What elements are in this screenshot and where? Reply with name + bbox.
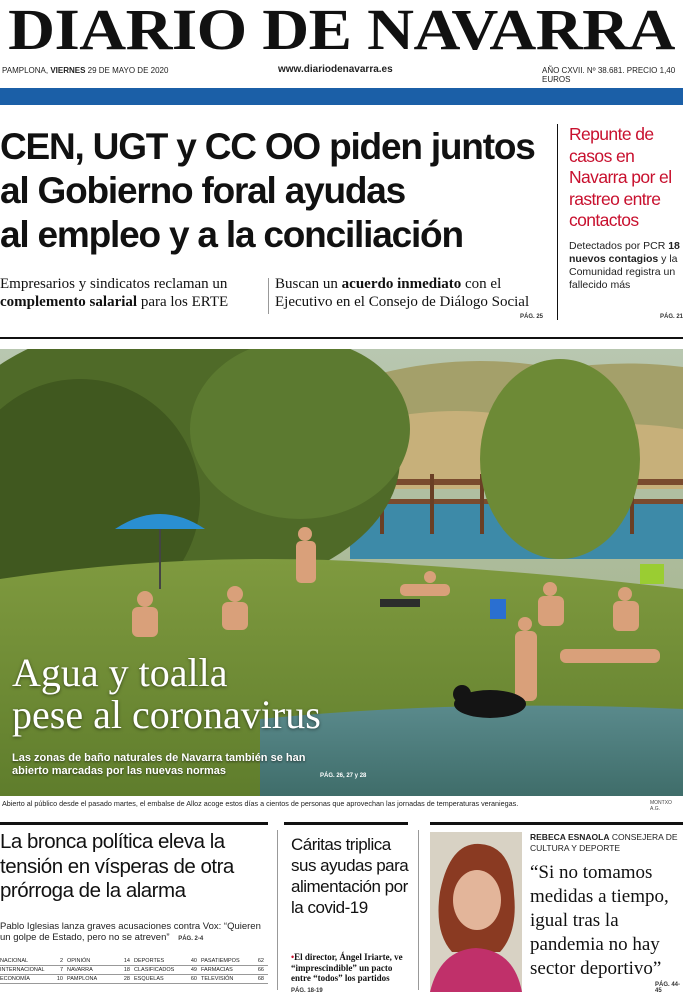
bullet-icon: • — [291, 952, 295, 962]
index-entry[interactable]: TELEVISIÓN 68 — [201, 976, 264, 982]
index-row — [0, 957, 268, 966]
index-row — [0, 966, 268, 975]
politics-page-ref[interactable]: PÁG. 2-4 — [178, 936, 204, 942]
deck-divider — [268, 278, 269, 314]
sports-quote[interactable]: “Si no tomamos medidas a tiempo, igual tras la pandemia no hay sector deportivo” — [530, 862, 669, 979]
story-rule — [0, 822, 268, 825]
sports-role: CONSEJERA DE CULTURA Y DEPORTE — [530, 832, 678, 853]
lead-headline-line: al empleo y a la conciliación — [0, 214, 463, 255]
section-rule — [0, 337, 683, 339]
sidebar-text: Detectados por PCR — [569, 240, 669, 252]
politics-sub-text: Pablo Iglesias lanza graves acusaciones contra Vox: “Quieren un golpe de Estado, pero no se atreven” — [0, 921, 261, 943]
sports-page-ref[interactable]: PÁG. 44-45 — [655, 982, 681, 994]
politics-headline[interactable]: La bronca política eleva la tensión en vísperas de otra prórroga de la alarma — [0, 830, 234, 902]
photo-page-ref[interactable]: PÁG. 26, 27 y 28 — [320, 773, 367, 779]
caritas-page-ref[interactable]: PÁG. 18-19 — [291, 987, 323, 994]
lead-headline[interactable] — [0, 125, 550, 257]
deck-bold: acuerdo inmediato — [341, 276, 462, 292]
sports-name: REBECA ESNAOLA — [530, 832, 610, 842]
masthead-title: DIARIO DE NAVARRA — [8, 0, 675, 62]
sidebar-body — [569, 240, 681, 292]
issue-info: AÑO CXVII. Nº 38.681. PRECIO 1,40 EUROS — [542, 66, 676, 84]
photo-subtitle: Las zonas de baño naturales de Navarra también se han abierto marcadas por las nuevas normas — [12, 752, 306, 777]
index-entry[interactable]: ESQUELAS 60 — [134, 976, 197, 982]
sidebar-headline[interactable]: Repunte de casos en Navarra por el rastreo entre contactos — [569, 124, 672, 230]
photo-headline[interactable] — [12, 652, 512, 736]
deck-text: Empresarios y sindicatos reclaman un — [0, 276, 228, 292]
index-entry[interactable]: OPINIÓN 14 — [67, 958, 130, 964]
photo-headline-line: Agua y toalla — [12, 650, 228, 695]
index-entry[interactable]: PASATIEMPOS 62 — [201, 958, 264, 964]
politics-sub — [0, 921, 268, 945]
sidebar-bold: 18 nuevos contagios — [569, 240, 680, 265]
dateline-day: 29 DE MAYO DE 2020 — [85, 66, 169, 75]
sidebar-page-ref[interactable]: PÁG. 21 — [660, 314, 683, 320]
lead-headline-line: al Gobierno foral ayudas — [0, 170, 406, 211]
lead-deck-right — [275, 275, 543, 311]
sidebar-divider — [557, 124, 558, 320]
dateline-date — [2, 66, 168, 75]
deck-text: con el Ejecutivo en el Consejo de Diálogo Social — [275, 276, 530, 310]
story-rule — [284, 822, 408, 825]
column-divider — [418, 830, 419, 990]
index-entry[interactable]: NACIONAL 2 — [0, 958, 63, 964]
portrait-illustration — [430, 832, 522, 992]
sidebar-text: y la Comunidad registra un fallecido más — [569, 253, 678, 291]
caritas-sub-text: El director, Ángel Iriarte, ve “imprescindible” un pacto entre “todos” los partidos — [291, 952, 403, 983]
dateline-city: PAMPLONA, — [2, 66, 51, 75]
index-entry[interactable]: INTERNACIONAL 7 — [0, 967, 63, 973]
deck-text: Buscan un — [275, 276, 342, 292]
story-rule — [430, 822, 683, 825]
masthead-blue-rule — [0, 88, 683, 105]
portrait-photo[interactable] — [430, 832, 522, 992]
deck-text: para los ERTE — [137, 294, 229, 310]
index-entry[interactable]: CLASIFICADOS 49 — [134, 967, 197, 973]
lead-deck-left — [0, 275, 268, 311]
photo-credit: MONTXO A.G. — [650, 800, 672, 812]
dateline-weekday: VIERNES — [50, 66, 86, 75]
index-entry[interactable]: ECONOMÍA 10 — [0, 976, 63, 982]
index-entry[interactable]: PAMPLONA 28 — [67, 976, 130, 982]
lead-page-ref[interactable]: PÁG. 25 — [520, 314, 544, 320]
index-row — [0, 975, 268, 984]
photo-headline-line: pese al coronavirus — [12, 692, 321, 737]
column-divider — [277, 830, 278, 990]
photo-caption: Abierto al público desde el pasado martes, el embalse de Alloz acoge estos días a cientos de personas que aprovechan las jornadas de temperaturas veraniegas. — [2, 799, 519, 808]
website-link[interactable]: www.diariodenavarra.es — [278, 64, 393, 75]
caritas-headline[interactable]: Cáritas triplica sus ayudas para alimentación por la covid-19 — [291, 835, 409, 917]
lead-headline-line: CEN, UGT y CC OO piden juntos — [0, 126, 535, 167]
caritas-sub — [291, 952, 406, 996]
sports-kicker — [530, 832, 680, 853]
section-index — [0, 957, 268, 984]
index-entry[interactable]: NAVARRA 18 — [67, 967, 130, 973]
index-entry[interactable]: DEPORTES 40 — [134, 958, 197, 964]
deck-bold: complemento salarial — [0, 294, 138, 310]
index-entry[interactable]: FARMACIAS 66 — [201, 967, 264, 973]
